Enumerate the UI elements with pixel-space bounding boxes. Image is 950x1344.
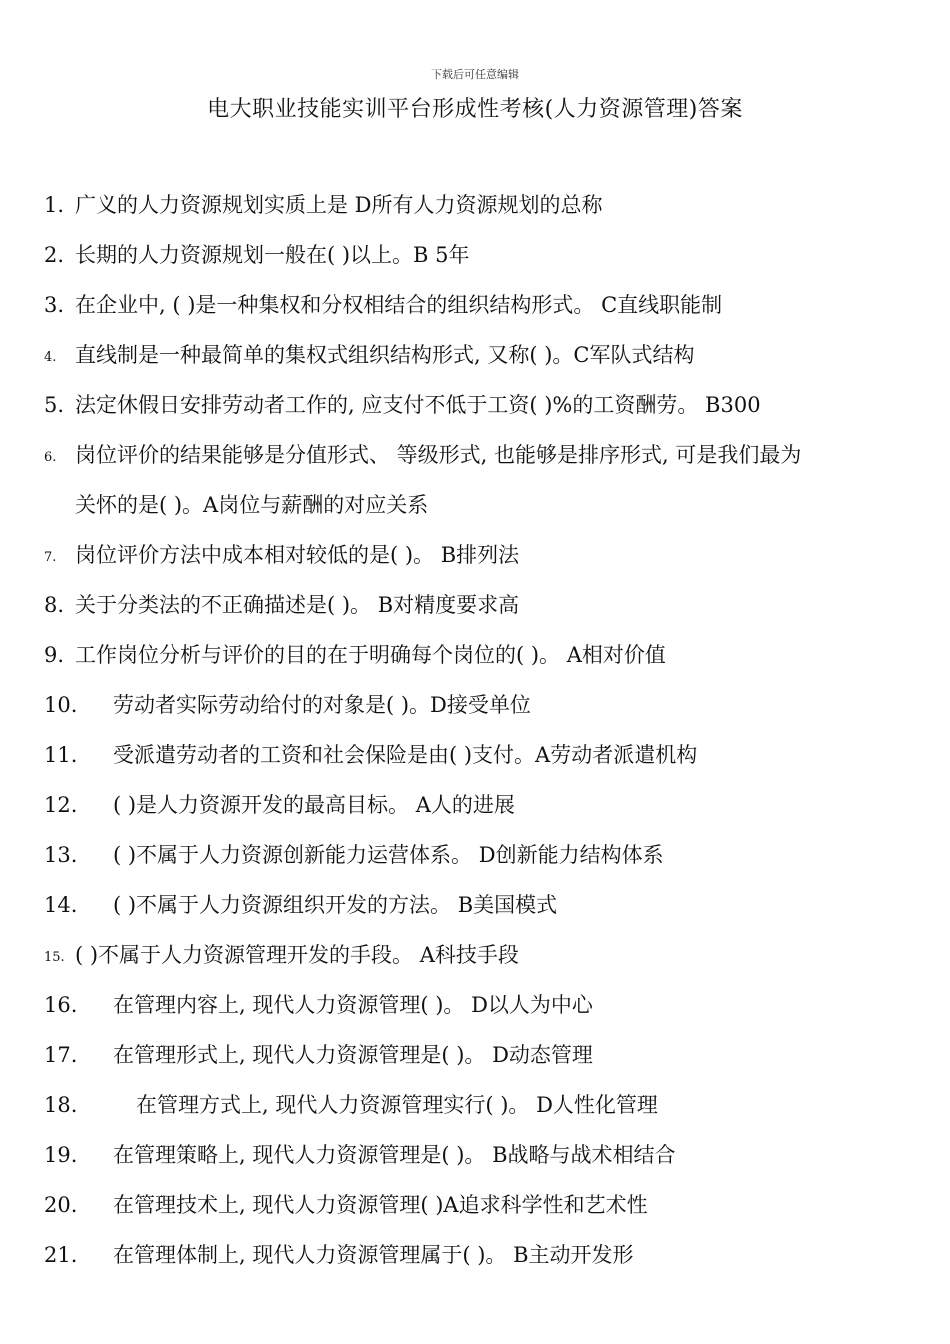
list-item [44, 991, 912, 1019]
item-number: 13. [44, 843, 78, 867]
list-item [44, 941, 912, 972]
list-item [44, 891, 912, 919]
list-item [44, 541, 912, 572]
list-item [44, 791, 912, 819]
list-item [44, 591, 912, 619]
item-text: ( )是人力资源开发的最高目标。 A人的进展 [113, 793, 515, 817]
item-number: 1. [44, 193, 65, 217]
item-number: 20. [44, 1193, 78, 1217]
item-text: 关于分类法的不正确描述是( )。 B对精度要求高 [75, 593, 520, 617]
list-item [44, 691, 912, 719]
list-item [44, 241, 912, 269]
list-item [44, 1041, 912, 1069]
item-text: 岗位评价方法中成本相对较低的是( )。 B排列法 [75, 543, 520, 567]
item-number: 14. [44, 893, 78, 917]
item-number: 19. [44, 1143, 78, 1167]
item-number: 2. [44, 243, 65, 267]
item-text: 长期的人力资源规划一般在( )以上。B 5年 [75, 243, 470, 267]
item-number: 3. [44, 293, 65, 317]
item-text: 在企业中, ( )是一种集权和分权相结合的组织结构形式。 C直线职能制 [75, 293, 723, 317]
list-item [44, 841, 912, 869]
item-text: ( )不属于人力资源创新能力运营体系。 D创新能力结构体系 [113, 843, 664, 867]
item-number: 10. [44, 693, 78, 717]
list-item [44, 341, 912, 372]
list-item [44, 1241, 912, 1269]
item-text: 岗位评价的结果能够是分值形式、 等级形式, 也能够是排序形式, 可是我们最为 [75, 443, 802, 467]
item-number: 4. [44, 350, 57, 365]
list-item [44, 1141, 912, 1169]
item-text: 在管理策略上, 现代人力资源管理是( )。 B战略与战术相结合 [113, 1143, 676, 1167]
list-item [44, 1091, 912, 1119]
page-title: 电大职业技能实训平台形成性考核(人力资源管理)答案 [207, 97, 743, 122]
item-text: 受派遣劳动者的工资和社会保险是由( )支付。A劳动者派遣机构 [113, 743, 698, 767]
item-number: 6. [44, 450, 57, 465]
item-number: 16. [44, 993, 78, 1017]
list-item [44, 191, 912, 219]
list-item [44, 291, 912, 319]
item-text: ( )不属于人力资源组织开发的方法。 B美国模式 [113, 893, 558, 917]
item-number: 15. [44, 950, 65, 965]
item-number: 9. [44, 643, 65, 667]
list-item [44, 441, 912, 472]
item-number: 21. [44, 1243, 78, 1267]
list-item [44, 1191, 912, 1219]
item-text: 法定休假日安排劳动者工作的, 应支付不低于工资( )%的工资酬劳。 B300 [75, 393, 761, 417]
item-text: 广义的人力资源规划实质上是 D所有人力资源规划的总称 [75, 193, 603, 217]
item-number: 5. [44, 393, 65, 417]
item-text: 在管理方式上, 现代人力资源管理实行( )。 D人性化管理 [136, 1093, 658, 1117]
item-text: 工作岗位分析与评价的目的在于明确每个岗位的( )。 A相对价值 [75, 643, 666, 667]
item-text: 劳动者实际劳动给付的对象是( )。D接受单位 [113, 693, 531, 717]
item-text: 直线制是一种最简单的集权式组织结构形式, 又称( )。C军队式结构 [75, 343, 695, 367]
item-text-continuation: 关怀的是( )。A岗位与薪酬的对应关系 [75, 493, 429, 517]
item-text: ( )不属于人力资源管理开发的手段。 A科技手段 [75, 943, 519, 967]
header-note: 下载后可任意编辑 [431, 68, 519, 81]
item-number: 7. [44, 550, 57, 565]
item-number: 12. [44, 793, 78, 817]
item-text: 在管理形式上, 现代人力资源管理是( )。 D动态管理 [113, 1043, 593, 1067]
item-number: 17. [44, 1043, 78, 1067]
item-text: 在管理内容上, 现代人力资源管理( )。 D以人为中心 [113, 993, 593, 1017]
item-number: 8. [44, 593, 65, 617]
item-number: 11. [44, 743, 78, 767]
list-item [44, 741, 912, 769]
item-text: 在管理体制上, 现代人力资源管理属于( )。 B主动开发形 [113, 1243, 634, 1267]
list-item [44, 391, 912, 419]
list-item [44, 641, 912, 669]
item-number: 18. [44, 1093, 78, 1117]
item-text: 在管理技术上, 现代人力资源管理( )A追求科学性和艺术性 [113, 1193, 648, 1217]
